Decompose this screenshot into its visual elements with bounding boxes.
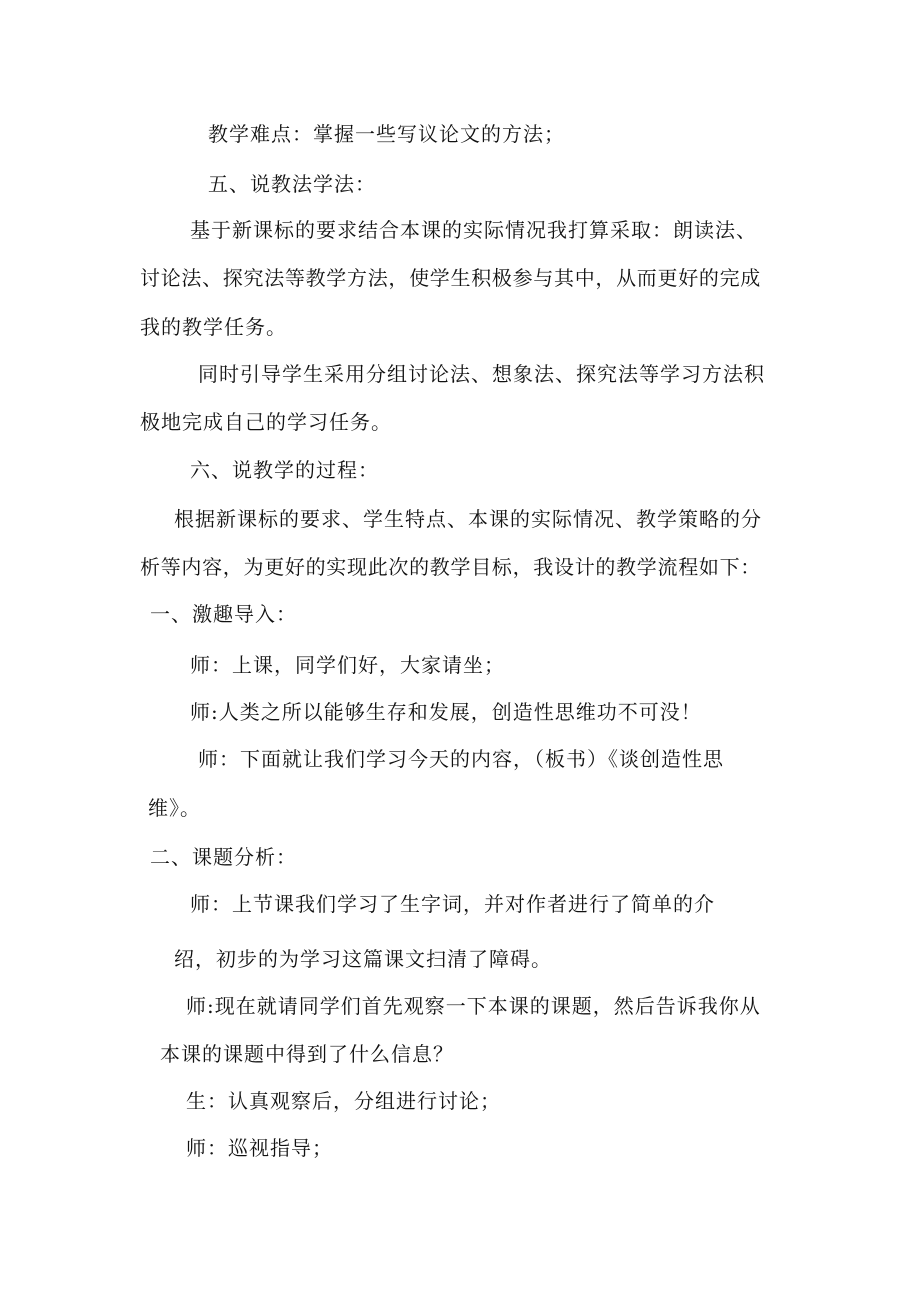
text-line-1: 教学难点：掌握一些写议论文的方法；	[208, 122, 565, 146]
text-line-20: 本课的课题中得到了什么信息？	[160, 1042, 454, 1066]
text-line-17: 师：上节课我们学习了生字词，并对作者进行了简单的介	[190, 892, 715, 916]
subsection-heading-1: 一、激趣导入：	[150, 602, 297, 626]
text-line-5: 我的教学任务。	[140, 315, 287, 339]
text-line-7: 极地完成自己的学习任务。	[140, 410, 392, 434]
text-line-10: 析等内容，为更好的实现此次的教学目标，我设计的教学流程如下：	[140, 555, 761, 579]
section-heading-6: 六、说教学的过程：	[190, 458, 379, 482]
text-line-15: 维》。	[148, 796, 201, 820]
text-line-22: 师：巡视指导；	[186, 1136, 333, 1160]
text-line-13: 师:人类之所以能够生存和发展，创造性思维功不可没！	[190, 700, 702, 724]
subsection-heading-2: 二、课题分析：	[150, 845, 297, 869]
text-line-3: 基于新课标的要求结合本课的实际情况我打算采取：朗读法、	[190, 218, 757, 242]
section-heading-5: 五、说教法学法：	[208, 172, 376, 196]
text-line-4: 讨论法、探究法等教学方法，使学生积极参与其中，从而更好的完成	[140, 266, 761, 290]
text-line-6: 同时引导学生采用分组讨论法、想象法、探究法等学习方法积	[198, 362, 765, 386]
text-line-12: 师：上课，同学们好，大家请坐；	[190, 653, 505, 677]
text-line-9: 根据新课标的要求、学生特点、本课的实际情况、教学策略的分	[174, 507, 762, 531]
text-line-21: 生：认真观察后，分组进行讨论；	[186, 1089, 501, 1113]
text-line-14: 师：下面就让我们学习今天的内容，（板书）《谈创造性思	[198, 747, 724, 771]
text-line-19: 师:现在就请同学们首先观察一下本课的课题，然后告诉我你从	[186, 994, 761, 1018]
text-line-18: 绍，初步的为学习这篇课文扫清了障碍。	[174, 947, 552, 971]
